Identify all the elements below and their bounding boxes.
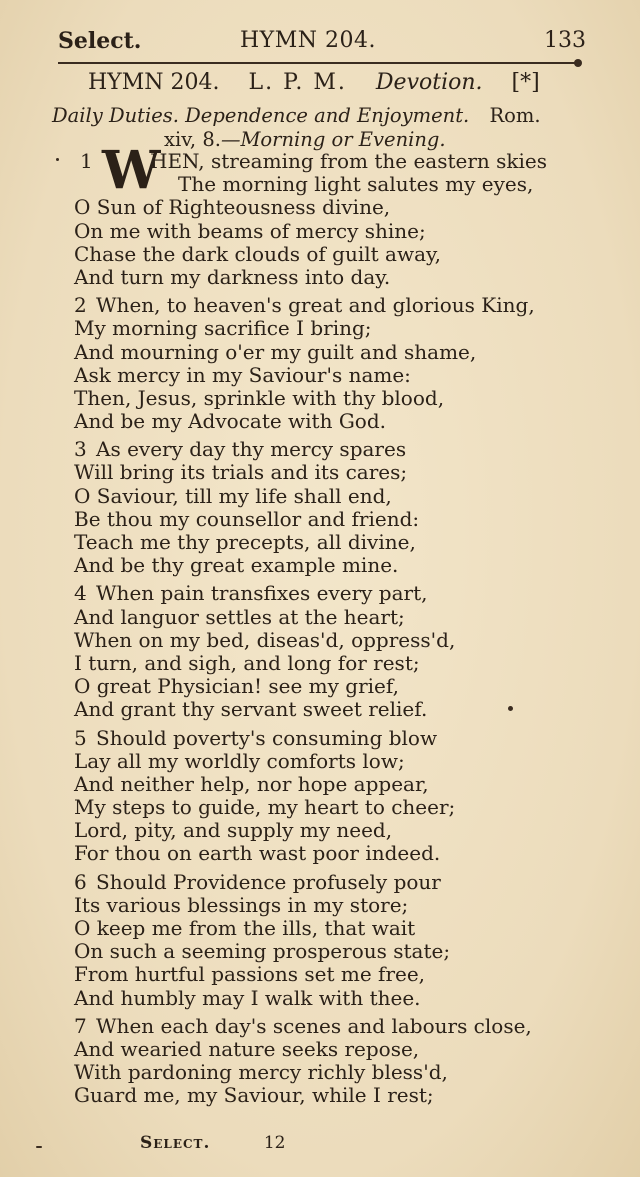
verse-line: And neither help, nor hope appear, bbox=[74, 771, 429, 796]
verse-line: For thou on earth wast poor indeed. bbox=[74, 841, 441, 866]
verse-7 bbox=[74, 1015, 614, 1108]
verse-line: Guard me, my Saviour, while I rest; bbox=[74, 1083, 434, 1108]
running-head-title: HYMN 204. bbox=[240, 28, 376, 53]
ink-speck bbox=[36, 1146, 42, 1148]
verse-line: And turn my darkness into day. bbox=[74, 264, 391, 289]
verse-line: When on my bed, diseas'd, oppress'd, bbox=[74, 627, 456, 652]
verse-line: And humbly may I walk with thee. bbox=[74, 985, 421, 1010]
hymn-meter: L. P. M. bbox=[248, 70, 347, 95]
verse-1 bbox=[74, 140, 614, 289]
verse-line: I turn, and sigh, and long for rest; bbox=[74, 650, 420, 675]
verse-line: Chase the dark clouds of guilt away, bbox=[74, 241, 442, 266]
verse-line: Lay all my worldly comforts low; bbox=[74, 748, 405, 773]
verse-line: And mourning o'er my guilt and shame, bbox=[74, 339, 477, 364]
verse-6 bbox=[74, 871, 614, 1010]
header-rule bbox=[58, 62, 580, 64]
verse-number: 7 bbox=[74, 1013, 87, 1038]
verse-line: O keep me from the ills, that wait bbox=[74, 916, 416, 940]
drop-cap: W bbox=[102, 140, 161, 201]
verse-number: 3 bbox=[74, 437, 87, 462]
signature-number: 12 bbox=[263, 1133, 286, 1153]
verse-line: O Sun of Righteousness divine, bbox=[74, 195, 391, 220]
subtitle-italic: Daily Duties. Dependence and Enjoyment. bbox=[52, 104, 470, 127]
verse-4 bbox=[74, 582, 614, 721]
verse-number: 6 bbox=[74, 869, 87, 894]
verse-number: 5 bbox=[74, 725, 87, 750]
verse-line: 1 W HEN, streaming from the eastern skies bbox=[80, 140, 548, 201]
verse-line: Ask mercy in my Saviour's name: bbox=[74, 362, 411, 387]
occasion: —Morning or Evening. bbox=[220, 128, 446, 151]
verse-line: And wearied nature seeks repose, bbox=[74, 1036, 420, 1061]
verse-line: Be thou my counsellor and friend: bbox=[74, 506, 420, 531]
hymn-title bbox=[88, 70, 588, 95]
verse-line: On me with beams of mercy shine; bbox=[74, 218, 426, 243]
verse-line: My morning sacrifice I bring; bbox=[74, 316, 372, 341]
verse-line: And be my Advocate with God. bbox=[74, 409, 387, 434]
verse-line: 4 When pain transfixes every part, bbox=[74, 581, 428, 606]
verse-line: With pardoning mercy richly bless'd, bbox=[74, 1060, 448, 1085]
verse-line: My steps to guide, my heart to cheer; bbox=[74, 795, 456, 820]
verse-line: And grant thy servant sweet relief. bbox=[74, 697, 428, 722]
running-head bbox=[58, 28, 586, 58]
verse-line: 6 Should Providence profusely pour bbox=[74, 869, 441, 894]
verse-line: 5 Should poverty's consuming blow bbox=[74, 725, 438, 750]
ink-speck bbox=[508, 706, 513, 711]
page-number: 133 bbox=[544, 28, 586, 53]
verse-2 bbox=[74, 294, 614, 433]
signature-mark: Select. bbox=[140, 1133, 211, 1153]
verse-line: The morning light salutes my eyes, bbox=[178, 172, 534, 197]
verse-line: 2 When, to heaven's great and glorious King, bbox=[74, 293, 535, 318]
page-footer bbox=[140, 1133, 285, 1153]
hymn-topic: Devotion. bbox=[375, 70, 483, 95]
verse-line: From hurtful passions set me free, bbox=[74, 962, 426, 987]
verse-number: 4 bbox=[74, 581, 87, 606]
rule-ornament bbox=[574, 59, 582, 67]
verse-line: Then, Jesus, sprinkle with thy blood, bbox=[74, 385, 445, 410]
verse-line: And be thy great example mine. bbox=[74, 553, 399, 578]
scripture-ref-b: xiv, 8. bbox=[164, 128, 221, 151]
verse-line: On such a seeming prosperous state; bbox=[74, 939, 451, 964]
hymn-number: HYMN 204. bbox=[88, 70, 220, 95]
ink-speck bbox=[56, 158, 59, 161]
verse-number: 1 bbox=[80, 149, 93, 173]
verse-5 bbox=[74, 727, 614, 866]
verse-line: Will bring its trials and its cares; bbox=[74, 460, 408, 485]
verse-line: O great Physician! see my grief, bbox=[74, 674, 399, 699]
hymn-mark: [*] bbox=[511, 70, 540, 95]
hymn-verses bbox=[74, 140, 614, 1113]
verse-number: 2 bbox=[74, 293, 87, 318]
verse-line: Teach me thy precepts, all divine, bbox=[74, 530, 416, 554]
scripture-ref-a: Rom. bbox=[489, 104, 541, 127]
verse-3 bbox=[74, 438, 614, 577]
verse-line: O Saviour, till my life shall end, bbox=[74, 483, 392, 508]
verse-line: And languor settles at the heart; bbox=[74, 604, 405, 629]
verse-line: Its various blessings in my store; bbox=[74, 892, 409, 917]
verse-line: Lord, pity, and supply my need, bbox=[74, 818, 393, 843]
verse-line: 7 When each day's scenes and labours close, bbox=[74, 1013, 532, 1038]
verse-line: 3 As every day thy mercy spares bbox=[74, 437, 407, 462]
running-head-left: Select. bbox=[58, 28, 142, 54]
